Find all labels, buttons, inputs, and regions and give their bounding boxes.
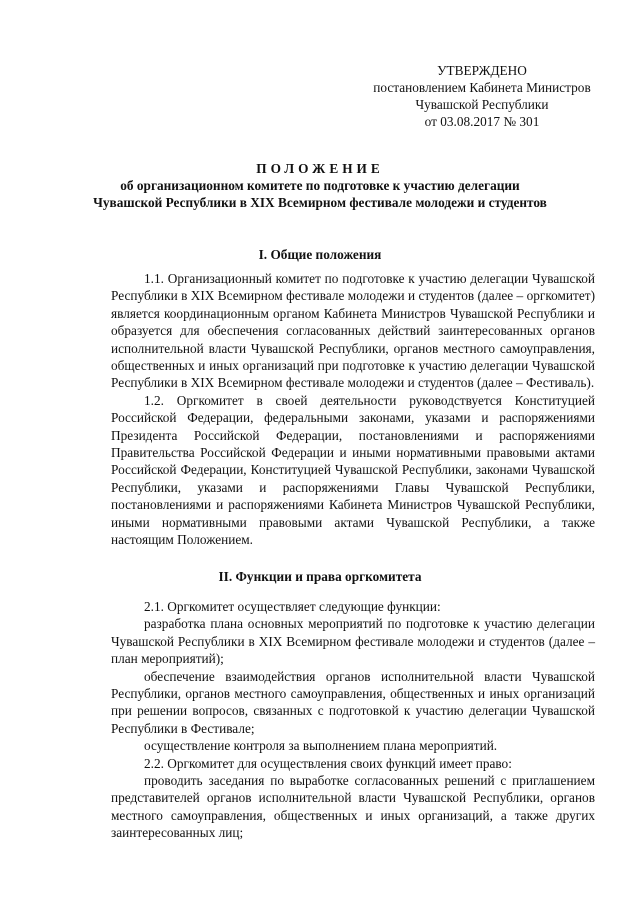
- approval-date-number: от 03.08.2017 № 301: [424, 114, 540, 129]
- document-subtitle-line1: об организационном комитете по подготовке к участию делегации: [120, 178, 520, 193]
- paragraph: 2.1. Оргкомитет осуществляет следующие функции:: [144, 599, 441, 614]
- paragraph: 1.1. Организационный комитет по подготовке к участию делегации Чувашской Республики в XIX Всемирном фестивале молодежи и студентов (далее – оргкомитет) является координационным органом Кабинета Министров Чувашской Республики и образуется для обеспечения согласованных действий заинтересованных органов исполнительной власти Чувашской Республики, органов местного самоуправления, общественных и иных организаций при подготовке к участию делегации Чувашской Республики в XIX Всемирном фестивале молодежи и студентов (далее – Фестиваль).: [111, 271, 595, 391]
- paragraph: обеспечение взаимодействия органов исполнительной власти Чувашской Республики, органов местного самоуправления, общественных и иных организаций при решении вопросов, связанных с подготовкой к участию делегации Чувашской Республики в Фестивале;: [111, 668, 595, 736]
- document-title: [0, 160, 640, 211]
- paragraph: 1.2. Оргкомитет в своей деятельности руководствуется Конституцией Российской Федерации, федеральными законами, указами и распоряжениями Президента Российской Федерации, постановлениями и распоряжениями Правительства Российской Федерации и иными нормативными правовыми актами Российской Федерации, Конституцией Чувашской Республики, законами Чувашской Республики, указами и распоряжениями Главы Чувашской Республики, постановлениями и распоряжениями Кабинета Министров Чувашской Республики, иными нормативными правовыми актами Чувашской Республики, а также настоящим Положением.: [111, 392, 595, 548]
- paragraph: разработка плана основных мероприятий по подготовке к участию делегации Чувашской Республики в XIX Всемирном фестивале молодежи и студентов (далее – план мероприятий);: [111, 616, 595, 667]
- approval-issuer: постановлением Кабинета Министров: [373, 80, 591, 95]
- paragraph: осуществление контроля за выполнением плана мероприятий.: [144, 738, 498, 754]
- section-heading-functions: II. Функции и права оргкомитета: [218, 569, 422, 584]
- section-body-general: [111, 270, 595, 549]
- document-title-word: ПОЛОЖЕНИЕ: [256, 161, 384, 176]
- section-heading-general: I. Общие положения: [258, 247, 382, 262]
- approval-heading: УТВЕРЖДЕНО: [437, 63, 527, 78]
- document-subtitle-line2: Чувашской Республики в XIX Всемирном фестивале молодежи и студентов: [93, 195, 547, 210]
- section-body-functions: [111, 598, 595, 842]
- approval-issuer-region: Чувашской Республики: [415, 97, 549, 112]
- approval-stamp: [362, 62, 602, 130]
- paragraph: 2.2. Оргкомитет для осуществления своих функций имеет право:: [144, 755, 512, 771]
- paragraph: проводить заседания по выработке согласованных решений с приглашением представителей органов исполнительной власти Чувашской Республики, органов местного самоуправления, общественных и иных организаций, а также других заинтересованных лиц;: [111, 773, 595, 841]
